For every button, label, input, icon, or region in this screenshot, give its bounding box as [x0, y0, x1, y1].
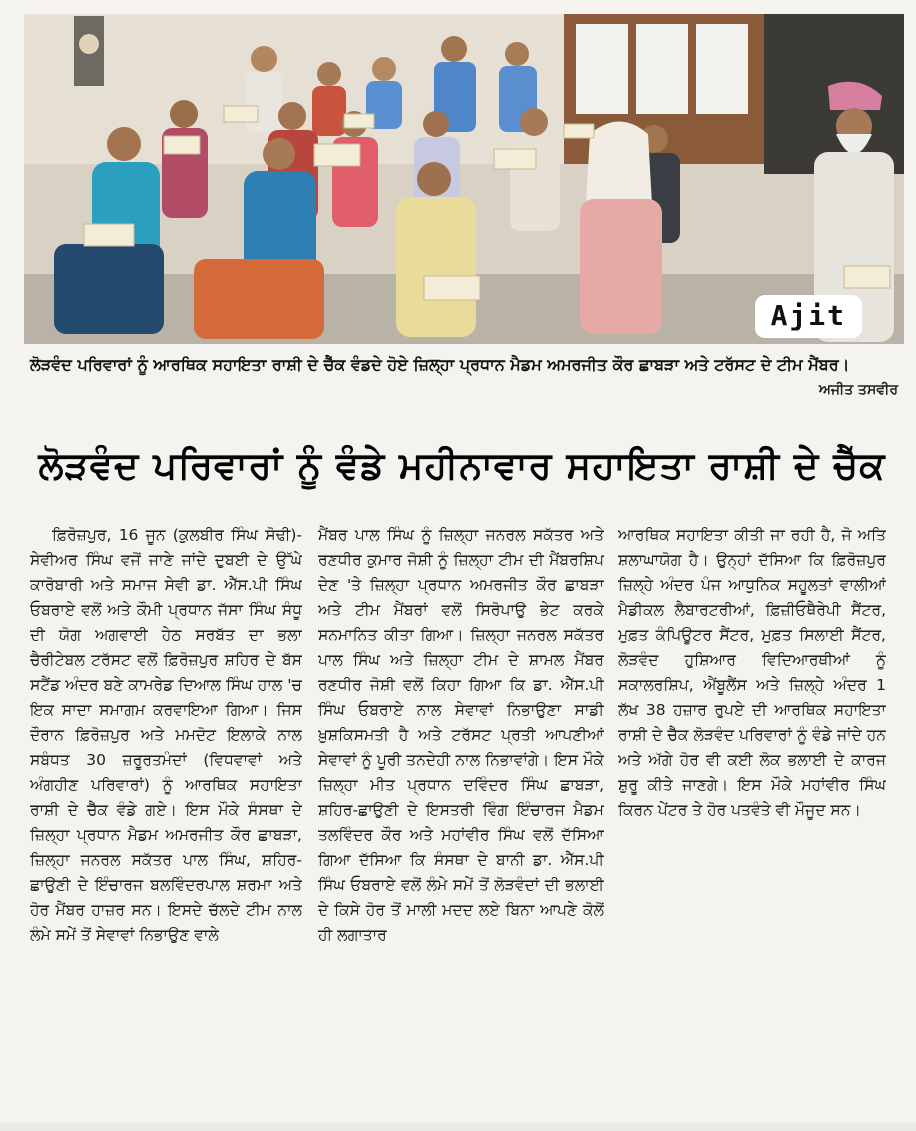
article-column-2 [318, 523, 604, 1113]
column-2-text: ਮੈਂਬਰ ਪਾਲ ਸਿੰਘ ਨੂੰ ਜ਼ਿਲ੍ਹਾ ਜਨਰਲ ਸਕੱਤਰ ਅਤੇ ਰਣਧੀਰ ਕੁਮਾਰ ਜੋਸ਼ੀ ਨੂੰ ਜ਼ਿਲ੍ਹਾ ਟੀਮ ਦੀ ਮੈਂਬਰਸ਼ਿਪ ਦੇਣ 'ਤੇ ਜ਼ਿਲ੍ਹਾ ਪ੍ਰਧਾਨ ਅਮਰਜੀਤ ਕੌਰ ਛਾਬੜਾ ਅਤੇ ਟੀਮ ਮੈਂਬਰਾਂ ਵਲੋਂ ਸਿਰੋਪਾਉ ਭੇਟ ਕਰਕੇ ਸਨਮਾਨਿਤ ਕੀਤਾ ਗਿਆ। ਜ਼ਿਲ੍ਹਾ ਜਨਰਲ ਸਕੱਤਰ ਪਾਲ ਸਿੰਘ ਅਤੇ ਜ਼ਿਲ੍ਹਾ ਟੀਮ ਦੇ ਸ਼ਾਮਲ ਮੈਂਬਰ ਰਣਧੀਰ ਜੋਸ਼ੀ ਵਲੋਂ ਕਿਹਾ ਗਿਆ ਕਿ ਡਾ. ਐੱਸ.ਪੀ ਸਿੰਘ ਓਬਰਾਏ ਨਾਲ ਸੇਵਾਵਾਂ ਨਿਭਾਉਣਾ ਸਾਡੀ ਖ਼ੁਸ਼ਕਿਸਮਤੀ ਹੈ ਅਤੇ ਟਰੱਸਟ ਪ੍ਰਤੀ ਆਪਣੀਆਂ ਸੇਵਾਵਾਂ ਨੂੰ ਪੂਰੀ ਤਨਦੇਹੀ ਨਾਲ ਨਿਭਾਵਾਂਗੇ। ਇਸ ਮੌਕੇ ਜ਼ਿਲ੍ਹਾ ਮੀਤ ਪ੍ਰਧਾਨ ਦਵਿੰਦਰ ਸਿੰਘ ਛਾਬੜਾ, ਸ਼ਹਿਰ-ਛਾਉਣੀ ਦੇ ਇਸਤਰੀ ਵਿੰਗ ਇੰਚਾਰਜ ਮੈਡਮ ਤਲਵਿੰਦਰ ਕੌਰ ਅਤੇ ਮਹਾਂਵੀਰ ਸਿੰਘ ਵਲੋਂ ਦੱਸਿਆ ਗਿਆ ਦੱਸਿਆ ਕਿ ਸੰਸਥਾ ਦੇ ਬਾਨੀ ਡਾ. ਐੱਸ.ਪੀ ਸਿੰਘ ਓਬਰਾਏ ਵਲੋਂ ਲੰਮੇ ਸਮੇਂ ਤੋਂ ਲੋੜਵੰਦਾਂ ਦੀ ਭਲਾਈ ਦੇ ਕਿਸੇ ਹੋਰ ਤੋਂ ਮਾਲੀ ਮਦਦ ਲਏ ਬਿਨਾ ਆਪਣੇ ਕੋਲੋਂ ਹੀ ਲਗਾਤਾਰ [318, 526, 604, 944]
photo-credit: ਅਜੀਤ ਤਸਵੀਰ [818, 382, 898, 398]
article-headline: ਲੋੜਵੰਦ ਪਰਿਵਾਰਾਂ ਨੂੰ ਵੰਡੇ ਮਹੀਨਾਵਾਰ ਸਹਾਇਤਾ ਰਾਸ਼ੀ ਦੇ ਚੈੱਕ [38, 444, 886, 487]
news-photo [24, 14, 904, 344]
previous-article-cut-edge [0, 0, 916, 12]
column-3-text: ਆਰਥਿਕ ਸਹਾਇਤਾ ਕੀਤੀ ਜਾ ਰਹੀ ਹੈ, ਜੋ ਅਤਿ ਸ਼ਲਾਘਾਯੋਗ ਹੈ। ਉਨ੍ਹਾਂ ਦੱਸਿਆ ਕਿ ਫ਼ਿਰੋਜ਼ਪੁਰ ਜ਼ਿਲ੍ਹੇ ਅੰਦਰ ਪੰਜ ਆਧੁਨਿਕ ਸਹੂਲਤਾਂ ਵਾਲੀਆਂ ਮੈਡੀਕਲ ਲੈਬਾਰਟਰੀਆਂ, ਫ਼ਿਜ਼ੀਓਥੈਰੇਪੀ ਸੈਂਟਰ, ਮੁਫ਼ਤ ਕੰਪਿਊਟਰ ਸੈਂਟਰ, ਮੁਫ਼ਤ ਸਿਲਾਈ ਸੈਂਟਰ, ਲੋੜਵੰਦ ਹੁਸ਼ਿਆਰ ਵਿਦਿਆਰਥੀਆਂ ਨੂੰ ਸਕਾਲਰਸ਼ਿਪ, ਐਂਬੂਲੈਂਸ ਅਤੇ ਜ਼ਿਲ੍ਹੇ ਅੰਦਰ 1 ਲੱਖ 38 ਹਜ਼ਾਰ ਰੁਪਏ ਦੀ ਆਰਥਿਕ ਸਹਾਇਤਾ ਰਾਸ਼ੀ ਦੇ ਚੈੱਕ ਲੋੜਵੰਦ ਪਰਿਵਾਰਾਂ ਨੂੰ ਵੰਡੇ ਜਾਂਦੇ ਹਨ ਅਤੇ ਅੱਗੇ ਹੋਰ ਵੀ ਕਈ ਲੋਕ ਭਲਾਈ ਦੇ ਕਾਰਜ ਸ਼ੁਰੂ ਕੀਤੇ ਜਾਣਗੇ। ਇਸ ਮੌਕੇ ਮਹਾਂਵੀਰ ਸਿੰਘ ਕਿਰਨ ਪੇਂਟਰ ਤੇ ਹੋਰ ਪਤਵੰਤੇ ਵੀ ਮੌਜੂਦ ਸਨ। [618, 526, 886, 819]
page-bottom-edge [0, 1123, 916, 1131]
column-1-text: ਫ਼ਿਰੋਜ਼ਪੁਰ, 16 ਜੂਨ (ਕੁਲਬੀਰ ਸਿੰਘ ਸੋਢੀ)-ਸੇਵੀਅਰ ਸਿੰਘ ਵਜੋਂ ਜਾਣੇ ਜਾਂਦੇ ਦੁਬਈ ਦੇ ਉੱਘੇ ਕਾਰੋਬਾਰੀ ਅਤੇ ਸਮਾਜ ਸੇਵੀ ਡਾ. ਐੱਸ.ਪੀ ਸਿੰਘ ਓਬਰਾਏ ਵਲੋਂ ਅਤੇ ਕੌਮੀ ਪ੍ਰਧਾਨ ਜੱਸਾ ਸਿੰਘ ਸੰਧੂ ਦੀ ਯੋਗ ਅਗਵਾਈ ਹੇਠ ਸਰਬੱਤ ਦਾ ਭਲਾ ਚੈਰੀਟੇਬਲ ਟਰੱਸਟ ਵਲੋਂ ਫ਼ਿਰੋਜ਼ਪੁਰ ਸ਼ਹਿਰ ਦੇ ਬੱਸ ਸਟੈਂਡ ਅੰਦਰ ਬਣੇ ਕਾਮਰੇਡ ਦਿਆਲ ਸਿੰਘ ਹਾਲ 'ਚ ਇਕ ਸਾਦਾ ਸਮਾਗਮ ਕਰਵਾਇਆ ਗਿਆ। ਜਿਸ ਦੌਰਾਨ ਫ਼ਿਰੋਜ਼ਪੁਰ ਅਤੇ ਮਮਦੋਟ ਇਲਾਕੇ ਨਾਲ ਸਬੰਧਤ 30 ਜ਼ਰੂਰਤਮੰਦਾਂ (ਵਿਧਵਾਵਾਂ ਅਤੇ ਅੰਗਹੀਣ ਪਰਿਵਾਰਾਂ) ਨੂੰ ਆਰਥਿਕ ਸਹਾਇਤਾ ਰਾਸ਼ੀ ਦੇ ਚੈੱਕ ਵੰਡੇ ਗਏ। ਇਸ ਮੌਕੇ ਸੰਸਥਾ ਦੇ ਜ਼ਿਲ੍ਹਾ ਪ੍ਰਧਾਨ ਮੈਡਮ ਅਮਰਜੀਤ ਕੌਰ ਛਾਬੜਾ, ਜ਼ਿਲ੍ਹਾ ਜਨਰਲ ਸਕੱਤਰ ਪਾਲ ਸਿੰਘ, ਸ਼ਹਿਰ-ਛਾਉਣੀ ਦੇ ਇੰਚਾਰਜ ਬਲਵਿੰਦਰਪਾਲ ਸ਼ਰਮਾ ਅਤੇ ਹੋਰ ਮੈਂਬਰ ਹਾਜ਼ਰ ਸਨ। ਇਸਦੇ ਚੱਲਦੇ ਟੀਮ ਨਾਲ ਲੰਮੇ ਸਮੇਂ ਤੋਂ ਸੇਵਾਵਾਂ ਨਿਭਾਉਣ ਵਾਲੇ [30, 526, 302, 944]
article-column-1 [30, 523, 302, 1113]
ajit-watermark: Ajit [755, 295, 862, 338]
photo-caption: ਲੋੜਵੰਦ ਪਰਿਵਾਰਾਂ ਨੂੰ ਆਰਥਿਕ ਸਹਾਇਤਾ ਰਾਸ਼ੀ ਦੇ ਚੈੱਕ ਵੰਡਦੇ ਹੋਏ ਜ਼ਿਲ੍ਹਾ ਪ੍ਰਧਾਨ ਮੈਡਮ ਅਮਰਜੀਤ ਕੌਰ ਛਾਬੜਾ ਅਤੇ ਟਰੱਸਟ ਦੇ ਟੀਮ ਮੈਂਬਰ। [30, 355, 850, 374]
article-column-3 [618, 523, 886, 963]
